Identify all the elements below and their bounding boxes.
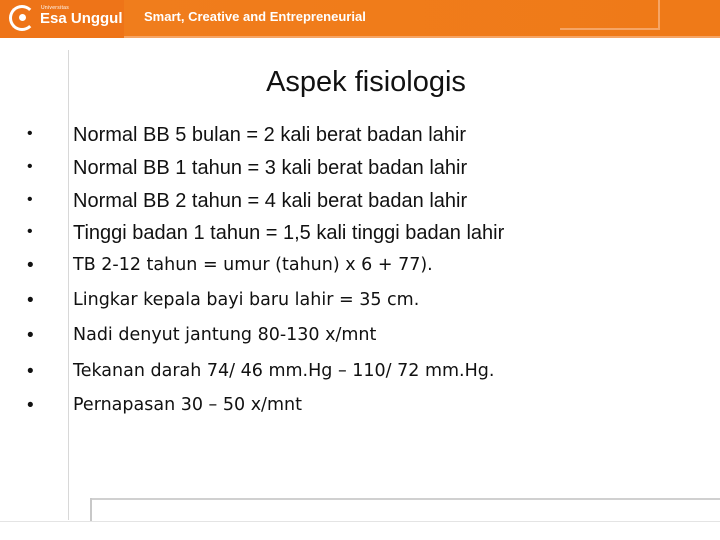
list-item-text: TB 2-12 tahun = umur (tahun) x 6 + 77). — [73, 255, 433, 275]
list-item-text: Normal BB 2 tahun = 4 kali berat badan lahir — [73, 190, 468, 212]
bullet-icon: • — [27, 361, 34, 382]
frame-line-base — [0, 521, 720, 522]
header-rule — [124, 36, 720, 38]
bullet-icon: • — [27, 158, 33, 175]
list-item-text: Lingkar kepala bayi baru lahir = 35 cm. — [73, 290, 420, 310]
list-item-text: Normal BB 5 bulan = 2 kali berat badan lahir — [73, 124, 467, 146]
header-decoration — [560, 0, 660, 30]
list-item-text: Tinggi badan 1 tahun = 1,5 kali tinggi badan lahir — [73, 222, 505, 244]
logo — [0, 0, 124, 38]
slide-title: Aspek fisiologis — [266, 66, 466, 98]
bullet-icon: • — [27, 290, 34, 311]
list-item-text: Normal BB 1 tahun = 3 kali berat badan lahir — [73, 157, 468, 179]
tagline: Smart, Creative and Entrepreneurial — [144, 9, 366, 24]
bullet-icon: • — [27, 395, 34, 416]
list-item-text: Nadi denyut jantung 80-130 x/mnt — [73, 325, 377, 345]
bullet-icon: • — [27, 325, 34, 346]
header-bar — [0, 0, 720, 38]
frame-line-corner — [90, 498, 92, 522]
list-item-text: Tekanan darah 74/ 46 mm.Hg – 110/ 72 mm.Hg. — [73, 361, 495, 381]
list-item-text: Pernapasan 30 – 50 x/mnt — [73, 395, 302, 415]
bullet-icon: • — [27, 223, 33, 240]
frame-line-bottom — [90, 498, 720, 500]
logo-name: Esa Unggul — [40, 10, 123, 27]
logo-dot-icon — [19, 14, 26, 21]
logo-subtitle: Universitas — [41, 5, 70, 11]
bullet-icon: • — [27, 125, 33, 142]
bullet-icon: • — [27, 255, 34, 276]
bullet-icon: • — [27, 191, 33, 208]
frame-line-left — [68, 50, 69, 520]
